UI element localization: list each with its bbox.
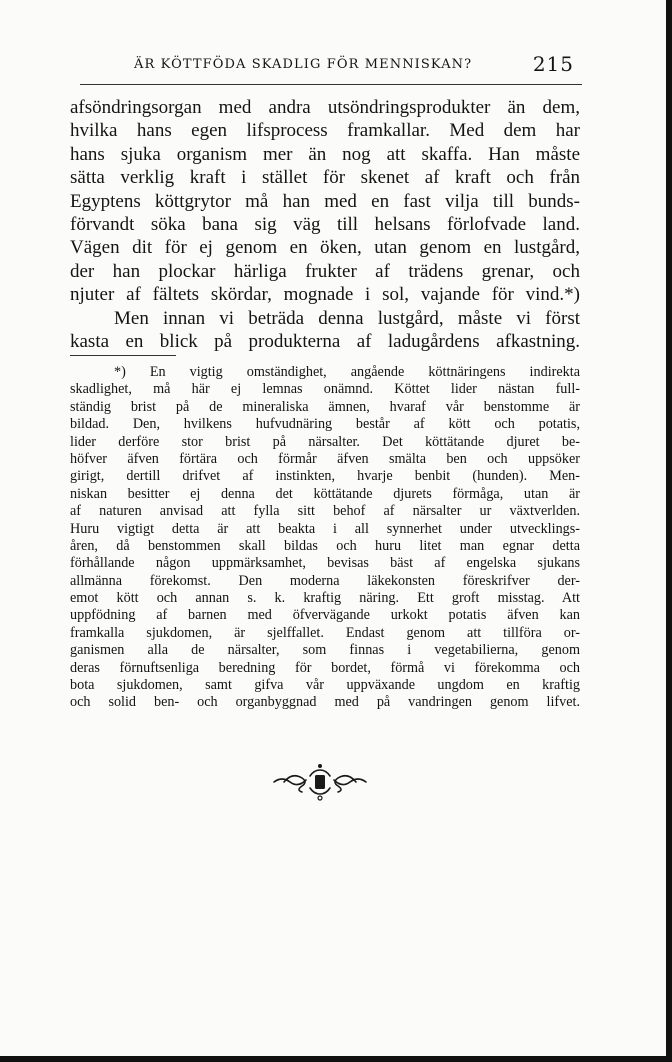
footnote-line: skadlighet, må här ej lemnas onämnd. Köttet lider nästan full- bbox=[70, 381, 580, 398]
body-line: Vägen dit för ej genom en öken, utan genom en lustgård, bbox=[70, 237, 580, 259]
fleuron-ornament-icon bbox=[272, 762, 368, 802]
page-number: 215 bbox=[532, 52, 574, 76]
footnote-line: framkalla sjukdomen, är sjelffallet. Endast genom att tillföra or- bbox=[70, 624, 580, 641]
footnote-line: deras förnuftsenliga beredning för bordet, förmå vi förekomma och bbox=[70, 659, 580, 676]
footnote-rule bbox=[70, 355, 176, 356]
header-rule bbox=[80, 84, 582, 85]
footnote-line: höfver äfven förtära och förmår äfven smälta ben och uppsöker bbox=[70, 450, 580, 467]
body-line: sätta verklig kraft i stället för skenet af kraft och från bbox=[70, 167, 580, 189]
body-line: hvilka hans egen lifsprocess framkallar. Med dem har bbox=[70, 120, 580, 142]
body-line: kasta en blick på produkterna af ladugårdens afkastning. bbox=[70, 330, 580, 352]
body-line: njuter af fältets skördar, mognade i sol, vajande för vind.*) bbox=[70, 284, 580, 306]
body-line: der han plockar härliga frukter af trädens grenar, och bbox=[70, 260, 580, 282]
running-title: ÄR KÖTTFÖDA SKADLIG FÖR MENNISKAN? bbox=[134, 57, 473, 72]
footnote bbox=[70, 364, 580, 712]
body-line: Egyptens köttgrytor må han med en fast vilja till bunds- bbox=[70, 190, 580, 212]
footnote-line: ganismen alla de närsalter, som finnas i vegetabilierna, genom bbox=[70, 642, 580, 659]
footnote-line: ständig brist på de mineraliska ämnen, hvaraf vår benstomme är bbox=[70, 398, 580, 415]
footnote-line: och solid ben- och organbyggnad med på vandringen genom lifvet. bbox=[70, 694, 580, 711]
footnote-line: girigt, dertill drifvet af instinkten, hvarje benbit (hunden). Men- bbox=[70, 468, 580, 485]
footnote-line: förhållande någon uppmärksamhet, bevisas bäst af engelska sjukans bbox=[70, 555, 580, 572]
body-line: hans sjuka organism mer än nog att skaffa. Han måste bbox=[70, 143, 580, 165]
footnote-line: emot kött och annan s. k. kraftig näring. Ett groft misstag. Att bbox=[70, 590, 580, 607]
footnote-line: Huru vigtigt detta är att beakta i all synnerhet under utvecklings- bbox=[70, 520, 580, 537]
body-line: förvandt söka bana sig väg till helsans förlofvade land. bbox=[70, 213, 580, 235]
footnote-line: åren, då benstommen skall bildas och huru litet man egnar detta bbox=[70, 537, 580, 554]
footnote-line: bota sjukdomen, samt gifva vår uppväxande ungdom en kraftig bbox=[70, 677, 580, 694]
page-header bbox=[134, 52, 574, 82]
body-line: afsöndringsorgan med andra utsöndringsprodukter än dem, bbox=[70, 97, 580, 118]
footnote-line: niskan besitter ej denna det köttätande djurets förmåga, utan är bbox=[70, 485, 580, 502]
footnote-line: af naturen anvisad att fylla sitt behof af närsalter ur växtverlden. bbox=[70, 503, 580, 520]
body-line: Men innan vi beträda denna lustgård, måste vi först bbox=[114, 307, 580, 329]
footnote-line: *) En vigtig omständighet, angående köttnäringens indirekta bbox=[114, 364, 580, 380]
footnote-line: bildad. Den, hvilkens hufvudnäring består af kött och potatis, bbox=[70, 416, 580, 433]
body-text bbox=[70, 96, 580, 353]
footnote-line: allmänna förekomst. Den moderna läkekonsten föreskrifver der- bbox=[70, 572, 580, 589]
footnote-line: lider derföre stor brist på närsalter. Det köttätande djuret be- bbox=[70, 433, 580, 450]
footnote-line: uppfödning af barnen med öfvervägande urkokt potatis äfven kan bbox=[70, 607, 580, 624]
